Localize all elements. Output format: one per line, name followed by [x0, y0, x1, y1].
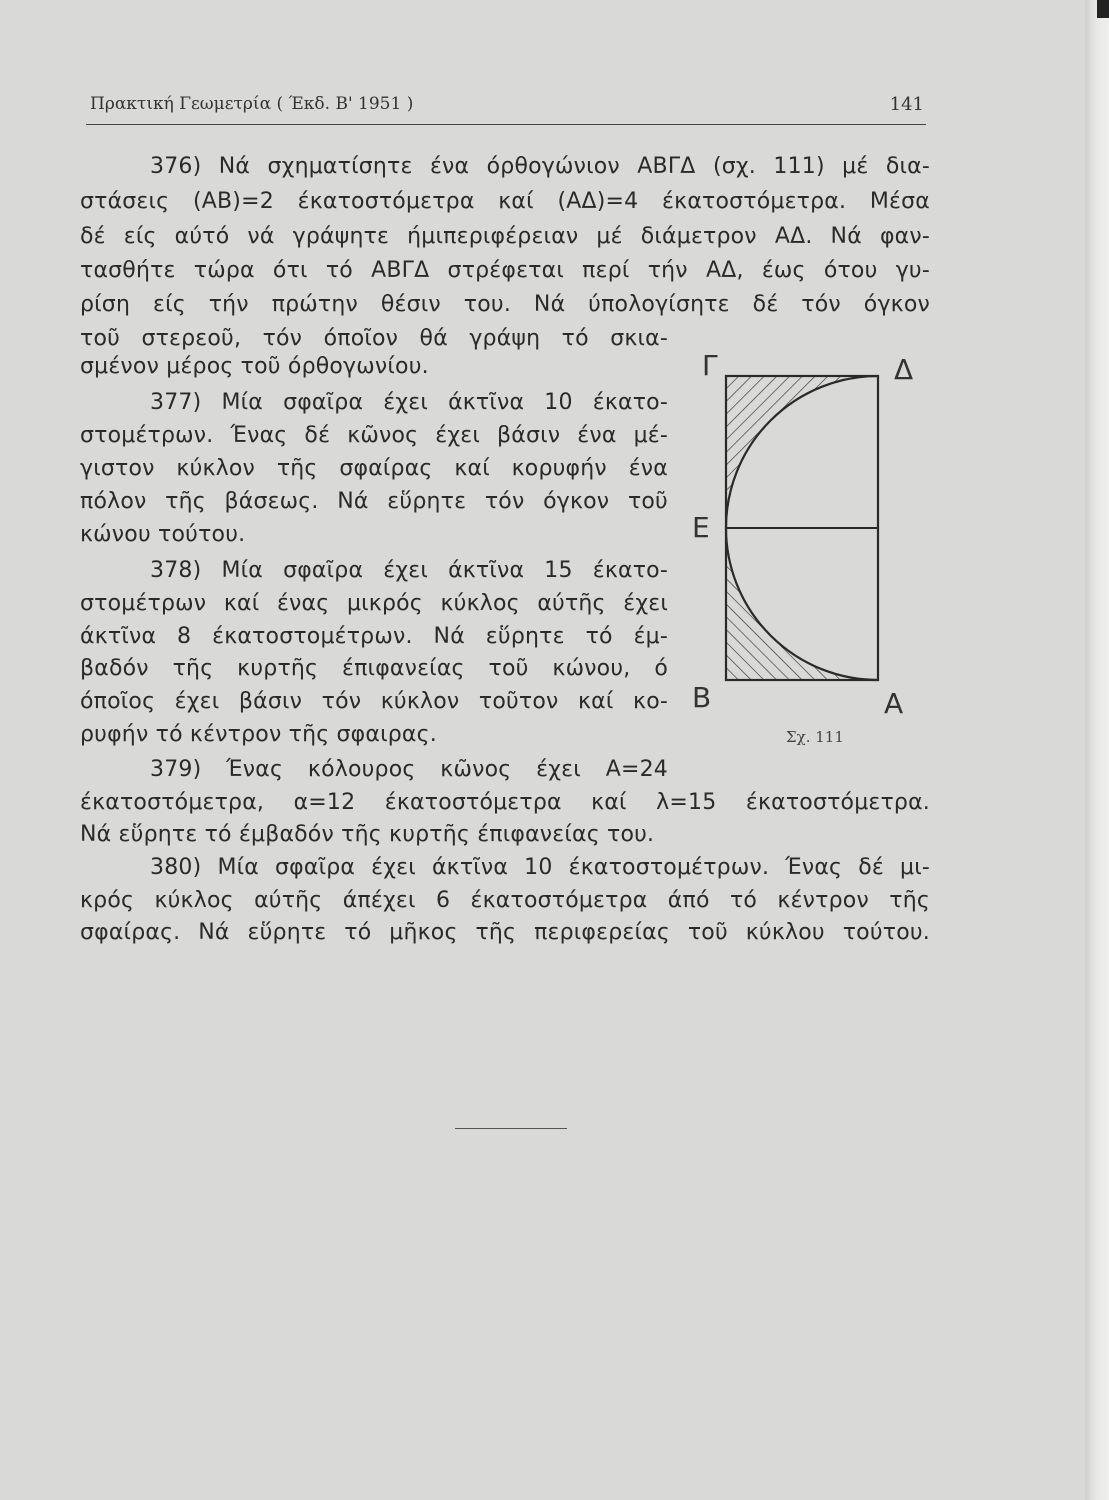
- text-line: στομέτρων καί ένας μικρός κύκλος αύτῆς έχει: [80, 591, 668, 616]
- text-line: άκτῖνα 8 έκατοστομέτρων. Νά εὕρητε τό έμ-: [80, 624, 668, 649]
- running-head: [86, 92, 926, 125]
- text-line: κρός κύκλος αύτῆς άπέχει 6 έκατοστόμετρα άπό τό κέντρον τῆς: [80, 888, 930, 913]
- text-line: γιστον κύκλον τῆς σφαίρας καί κορυφήν ένα: [80, 456, 668, 481]
- text-line: κώνου τούτου.: [80, 522, 246, 547]
- figure-caption: Σχ. 111: [786, 728, 844, 746]
- text-line: πόλον τῆς βάσεως. Νά εὕρητε τόν όγκον τοῦ: [80, 489, 668, 514]
- label-beta: Β: [692, 681, 712, 714]
- figure-111: [688, 350, 928, 760]
- page-edge: [1085, 0, 1109, 1500]
- text-line: σφαίρας. Νά εὕρητε τό μῆκος τῆς περιφερείας τοῦ κύκλου τούτου.: [80, 920, 930, 945]
- text-line: βαδόν τῆς κυρτῆς έπιφανείας τοῦ κώνου, ό: [80, 656, 668, 681]
- text-line: δέ είς αύτό νά γράψητε ήμιπεριφέρειαν μέ διάμετρον ΑΔ. Νά φαν-: [80, 224, 930, 249]
- text-line: έκατοστόμετρα, α=12 έκατοστόμετρα καί λ=15 έκατοστόμετρα.: [80, 790, 930, 815]
- text-line: στάσεις (ΑΒ)=2 έκατοστόμετρα καί (ΑΔ)=4 έκατοστόμετρα. Μέσα: [80, 189, 930, 214]
- text-line: σμένον μέρος τοῦ όρθογωνίου.: [80, 354, 429, 379]
- page-number: 141: [889, 94, 924, 115]
- label-alpha: Α: [884, 687, 904, 720]
- text-line: Νά εὕρητε τό έμβαδόν τῆς κυρτῆς έπιφανείας του.: [80, 822, 655, 847]
- text-line: ρυφήν τό κέντρον τῆς σφαιρας.: [80, 722, 437, 747]
- text-line: όποῖος έχει βάσιν τόν κύκλον τοῦτον καί κο-: [80, 689, 668, 714]
- text-line: στομέτρων. Ένας δέ κῶνος έχει βάσιν ένα μέ-: [80, 423, 668, 448]
- label-gamma: Γ: [702, 349, 718, 382]
- text-line: 377) Μία σφαῖρα έχει άκτῖνα 10 έκατο-: [150, 390, 668, 415]
- running-head-title: Πρακτική Γεωμετρία ( Έκδ. Β' 1951 ): [90, 94, 414, 114]
- text-line: ρίση είς τήν πρώτην θέσιν του. Νά ύπολογίσητε δέ τόν όγκον: [80, 292, 930, 317]
- text-line: τοῦ στερεοῦ, τόν όποῖον θά γράψη τό σκια-: [80, 326, 668, 351]
- text-line: 380) Μία σφαῖρα έχει άκτῖνα 10 έκατοστομέτρων. Ένας δέ μι-: [150, 855, 930, 880]
- text-line: τασθήτε τώρα ότι τό ΑΒΓΔ στρέφεται περί τήν ΑΔ, έως ότου γυ-: [80, 258, 930, 283]
- text-line: 376) Νά σχηματίσητε ένα όρθογώνιον ΑΒΓΔ (σχ. 111) μέ δια-: [150, 154, 930, 179]
- end-rule: [455, 1128, 567, 1129]
- label-delta: Δ: [894, 353, 914, 386]
- label-epsilon: Ε: [692, 511, 710, 544]
- text-line: 379) Ένας κόλουρος κῶνος έχει Α=24: [150, 757, 668, 782]
- text-line: 378) Μία σφαῖρα έχει άκτῖνα 15 έκατο-: [150, 558, 668, 583]
- scan-corner: [1097, 0, 1109, 18]
